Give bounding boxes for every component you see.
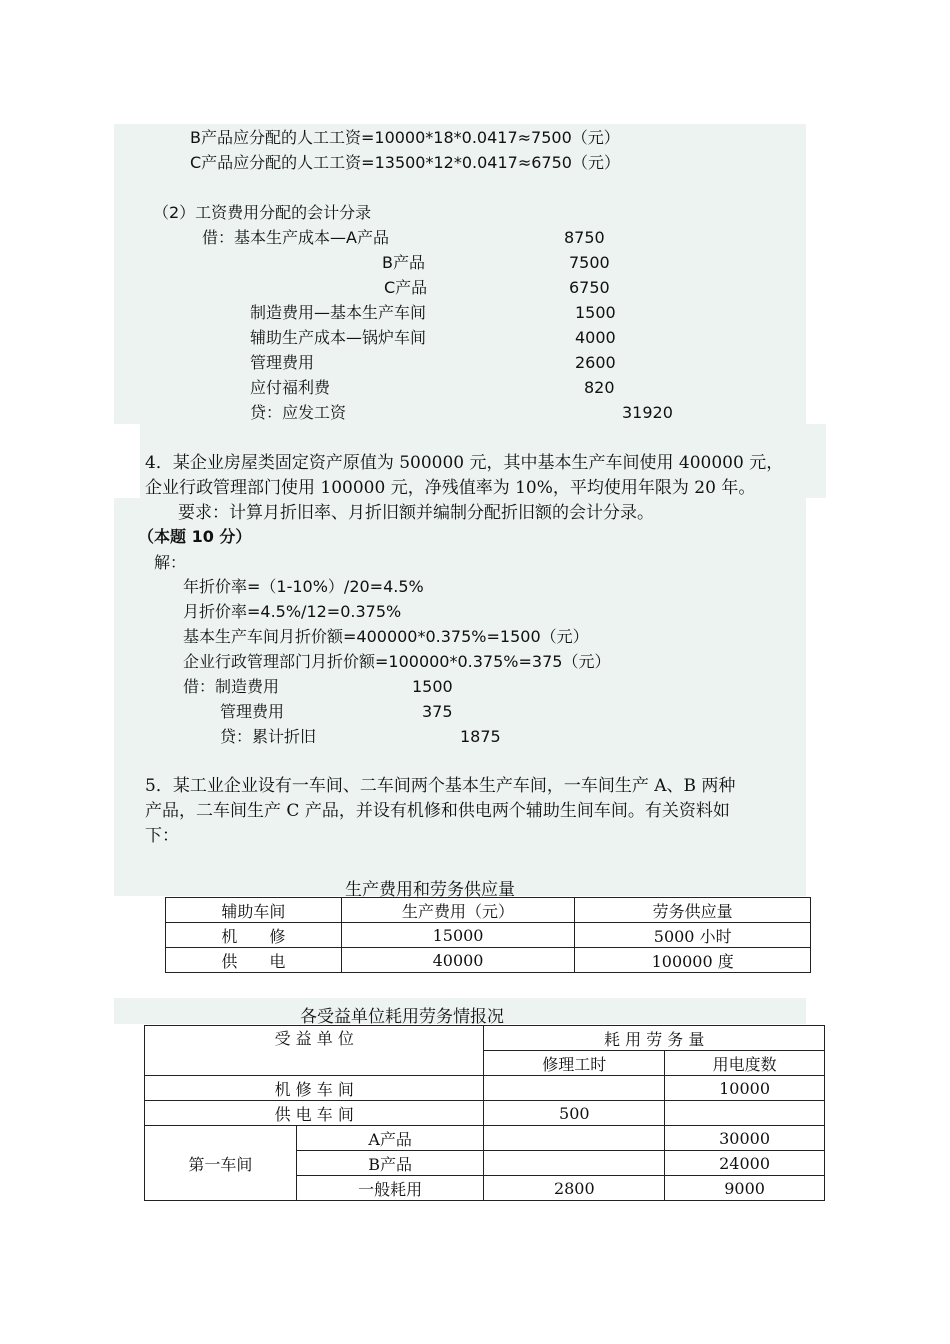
table1-caption: 生产费用和劳务供应量 [345, 880, 515, 900]
table-cell [484, 1076, 665, 1101]
table-cell: 24000 [665, 1151, 825, 1176]
entry-amount: 375 [422, 702, 453, 721]
entry-amount: 31920 [622, 403, 673, 422]
entry-label: C产品 [384, 278, 428, 297]
calc-line: 企业行政管理部门月折价额=100000*0.375%=375（元） [183, 652, 611, 671]
header-unit-label: 受 益 单 位 [274, 1029, 354, 1048]
q4-line-3: 要求：计算月折旧率、月折旧额并编制分配折旧额的会计分录。 [178, 503, 654, 523]
highlight-block-mid [114, 498, 806, 896]
table-cell: 500 [484, 1101, 665, 1126]
entry-amount: 820 [584, 378, 615, 397]
table-row [145, 1076, 825, 1101]
table-cell [484, 1126, 665, 1151]
header-hours-cell: 修理工时 [484, 1051, 665, 1076]
entry-amount: 1500 [575, 303, 616, 322]
entry-label: 借：制造费用 [183, 677, 280, 696]
entry-label: 借：基本生产成本—A产品 [202, 228, 389, 247]
entry-amount: 8750 [564, 228, 605, 247]
q5-line-2: 产品，二车间生产 C 产品，并设有机修和供电两个辅助生间车间。有关资料如 [145, 801, 730, 821]
entry-label: 管理费用 [250, 353, 315, 372]
table-cell: 一般耗用 [296, 1176, 484, 1201]
header-usage-cell: 耗 用 劳 务 量 [484, 1026, 825, 1051]
entry-amount: 6750 [569, 278, 610, 297]
calc-line: 基本生产车间月折价额=400000*0.375%=1500（元） [183, 627, 589, 646]
sub-heading: （2）工资费用分配的会计分录 [153, 203, 372, 222]
table-cell [484, 1151, 665, 1176]
table-cell: B产品 [296, 1151, 484, 1176]
entry-amount: 7500 [569, 253, 610, 272]
table-cell: 5000 小时 [575, 923, 811, 948]
q4-line-1: 4．某企业房屋类固定资产原值为 500000 元，其中基本生产车间使用 400000 元， [145, 453, 784, 473]
table-cell: 9000 [665, 1176, 825, 1201]
table-cell: 30000 [665, 1126, 825, 1151]
calc-line-c: C产品应分配的人工工资=13500*12*0.0417≈6750（元） [190, 153, 620, 172]
entry-label: B产品 [382, 253, 425, 272]
calc-line-b: B产品应分配的人工工资=10000*18*0.0417≈7500（元） [190, 128, 620, 147]
table-cell: 机 修 [166, 923, 342, 948]
entry-amount: 4000 [575, 328, 616, 347]
entry-label: 贷：累计折旧 [220, 727, 317, 746]
table-header-cell: 生产费用（元） [341, 898, 575, 923]
entry-amount: 2600 [575, 353, 616, 372]
table-cell: 10000 [665, 1076, 825, 1101]
table-cell: 40000 [341, 948, 575, 973]
entry-amount: 1500 [412, 677, 453, 696]
table-row [145, 1126, 825, 1151]
table-cell: 15000 [341, 923, 575, 948]
table-header-cell: 辅助车间 [166, 898, 342, 923]
entry-label: 辅助生产成本—锅炉车间 [250, 328, 427, 347]
table-cell: 机 修 车 间 [145, 1076, 484, 1101]
entry-label: 贷：应发工资 [250, 403, 347, 422]
header-kwh-cell: 用电度数 [665, 1051, 825, 1076]
entry-amount: 1875 [460, 727, 501, 746]
q5-line-1: 5．某工业企业设有一车间、二车间两个基本生产车间，一车间生产 A、B 两种 [145, 776, 736, 796]
q4-line-2: 企业行政管理部门使用 100000 元，净残值率为 10%，平均使用年限为 20 年。 [145, 478, 756, 498]
table-cell: 供 电 车 间 [145, 1101, 484, 1126]
table-cell [665, 1101, 825, 1126]
table-header-row [166, 898, 811, 923]
usage-table [144, 1025, 825, 1201]
entry-label: 管理费用 [220, 702, 285, 721]
table-row [145, 1101, 825, 1126]
table-row [166, 923, 811, 948]
q5-line-3: 下： [145, 826, 179, 846]
entry-label: 制造费用—基本生产车间 [250, 303, 427, 322]
calc-line: 年折价率=（1-10%）/20=4.5% [183, 577, 424, 596]
table-cell: 2800 [484, 1176, 665, 1201]
table-cell: A产品 [296, 1126, 484, 1151]
table-cell: 供 电 [166, 948, 342, 973]
table-cell: 100000 度 [575, 948, 811, 973]
table-header-row [145, 1026, 825, 1051]
table-row [166, 948, 811, 973]
table2-caption: 各受益单位耗用劳务情报况 [300, 1007, 504, 1027]
calc-line: 月折价率=4.5%/12=0.375% [183, 602, 402, 621]
group-label-cell: 第一车间 [145, 1126, 297, 1201]
supply-table [165, 897, 811, 973]
header-unit-cell [145, 1026, 484, 1076]
table-header-cell: 劳务供应量 [575, 898, 811, 923]
q4-points: （本题 10 分） [138, 527, 252, 546]
entry-label: 应付福利费 [250, 378, 331, 397]
solution-label: 解： [154, 553, 187, 572]
